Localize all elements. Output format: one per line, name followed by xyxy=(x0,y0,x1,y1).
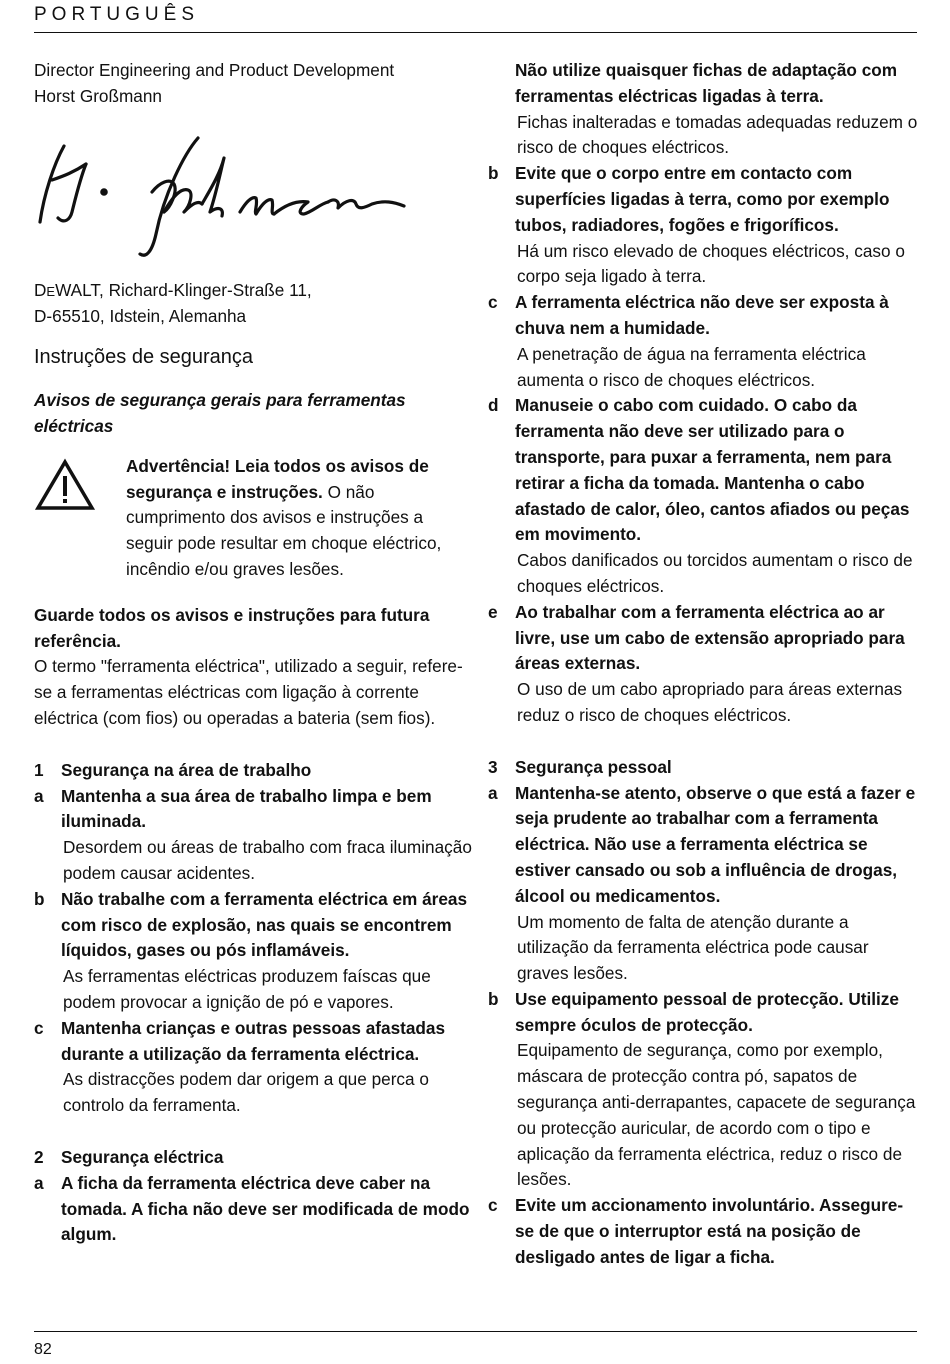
list-item: c Mantenha crianças e outras pessoas afastadas durante a utilização da ferramenta eléctrica. As distracções podem dar origem a que perca o controlo da ferramenta. xyxy=(34,1017,446,1116)
list-item: b Use equipamento pessoal de protecção. Utilize sempre óculos de protecção. Equipamento de segurança, como por exemplo, máscara de protecção contra pó, sapatos de segurança anti-derrapantes, capacete de segurança ou protecção auricular, de acordo com o tipo e aplicação da ferramenta eléctrica, reduz o risco de lesões. xyxy=(488,988,916,1190)
list-item: b Não trabalhe com a ferramenta eléctrica em áreas com risco de explosão, nas quais se encontrem líquidos, gases ou pós inflamáveis. As ferramentas eléctricas produzem faíscas que podem provocar a ignição de pó e vapores. xyxy=(34,888,468,1012)
signature-image xyxy=(34,134,414,262)
address-line1 xyxy=(34,278,474,305)
page-number: 82 xyxy=(34,1341,52,1358)
section-2-title: 2 Segurança eléctrica xyxy=(34,1146,224,1167)
right-column xyxy=(488,58,920,1271)
address-street: WALT, Richard-Klinger-Straße 11, xyxy=(55,279,312,300)
list-item: a Mantenha-se atento, observe o que está a fazer e seja prudente ao trabalhar com a ferramenta eléctrica. Não use a ferramenta eléctrica se estiver cansado ou sob a influência de drogas, álcool ou medicamentos. Um momento de falta de atenção durante a utilização da ferramenta eléctrica pode causar graves lesões. xyxy=(488,782,916,984)
warning-text xyxy=(126,454,474,583)
left-column xyxy=(34,58,474,1248)
language-header: PORTUGUÊS xyxy=(34,4,200,25)
section-heading: Instruções de segurança xyxy=(34,346,254,369)
list-item-continued: Não utilize quaisquer fichas de adaptação com ferramentas eléctricas ligadas à terra. Fichas inalteradas e tomadas adequadas reduzem o risco de choques eléctricos. xyxy=(515,60,918,158)
list-item: e Ao trabalhar com a ferramenta eléctrica ao ar livre, use um cabo de extensão apropriado para áreas externas. O uso de um cabo apropriado para áreas externas reduz o risco de choques eléctricos. xyxy=(488,601,905,725)
footer-rule xyxy=(34,1331,917,1332)
list-item: d Manuseie o cabo com cuidado. O cabo da ferramenta não deve ser utilizado para o transporte, para puxar a ferramenta, nem para retirar a ficha da tomada. Mantenha o cabo afastado de calor, óleo, cantos afiados ou peças em movimento. Cabos danificados ou torcidos aumentam o risco de choques eléctricos. xyxy=(488,395,913,596)
list-item: a Mantenha a sua área de trabalho limpa e bem iluminada. Desordem ou áreas de trabalho com fraca iluminação podem causar acidentes. xyxy=(34,785,472,883)
header-rule xyxy=(34,32,917,33)
list-item: c A ferramenta eléctrica não deve ser exposta à chuva nem a humidade. A penetração de água na ferramenta eléctrica aumenta o risco de choques eléctricos. xyxy=(488,292,889,390)
tool-definition: O termo "ferramenta eléctrica", utilizado a seguir, refere-se a ferramentas eléctricas com ligação à corrente eléctrica (com fios) ou operadas a bateria (sem fios). xyxy=(34,656,463,728)
list-item: c Evite um accionamento involuntário. Assegure-se de que o interruptor está na posição de desligado antes de ligar a ficha. xyxy=(488,1195,904,1267)
list-item: a A ficha da ferramenta eléctrica deve caber na tomada. A ficha não deve ser modificada de modo algum. xyxy=(34,1172,470,1245)
warning-normal: O não cumprimento dos avisos e instruções a seguir pode resultar em choque eléctrico, incêndio e/ou graves lesões. xyxy=(126,481,442,579)
brand-d: D xyxy=(34,279,47,300)
section-subheading: Avisos de segurança gerais para ferramentas eléctricas xyxy=(34,390,406,436)
warning-triangle-icon xyxy=(34,454,126,583)
address-line2: D-65510, Idstein, Alemanha xyxy=(34,306,247,327)
warning-block xyxy=(34,454,474,583)
list-item: b Evite que o corpo entre em contacto com superfícies ligadas à terra, como por exemplo tubos, radiadores, fogões e frigoríficos. Há um risco elevado de choques eléctricos, caso o corpo seja ligado à terra. xyxy=(488,163,905,287)
signatory-name: Horst Großmann xyxy=(34,85,162,106)
section-3-title: 3 Segurança pessoal xyxy=(488,756,672,777)
signatory-role: Director Engineering and Product Development xyxy=(34,60,395,80)
section-1-title: 1 Segurança na área de trabalho xyxy=(34,759,312,780)
brand-e: E xyxy=(46,283,56,299)
keep-instructions: Guarde todos os avisos e instruções para futura referência. xyxy=(34,604,430,651)
warning-bold: Advertência! Leia todos os avisos de segurança e instruções. xyxy=(126,455,429,502)
